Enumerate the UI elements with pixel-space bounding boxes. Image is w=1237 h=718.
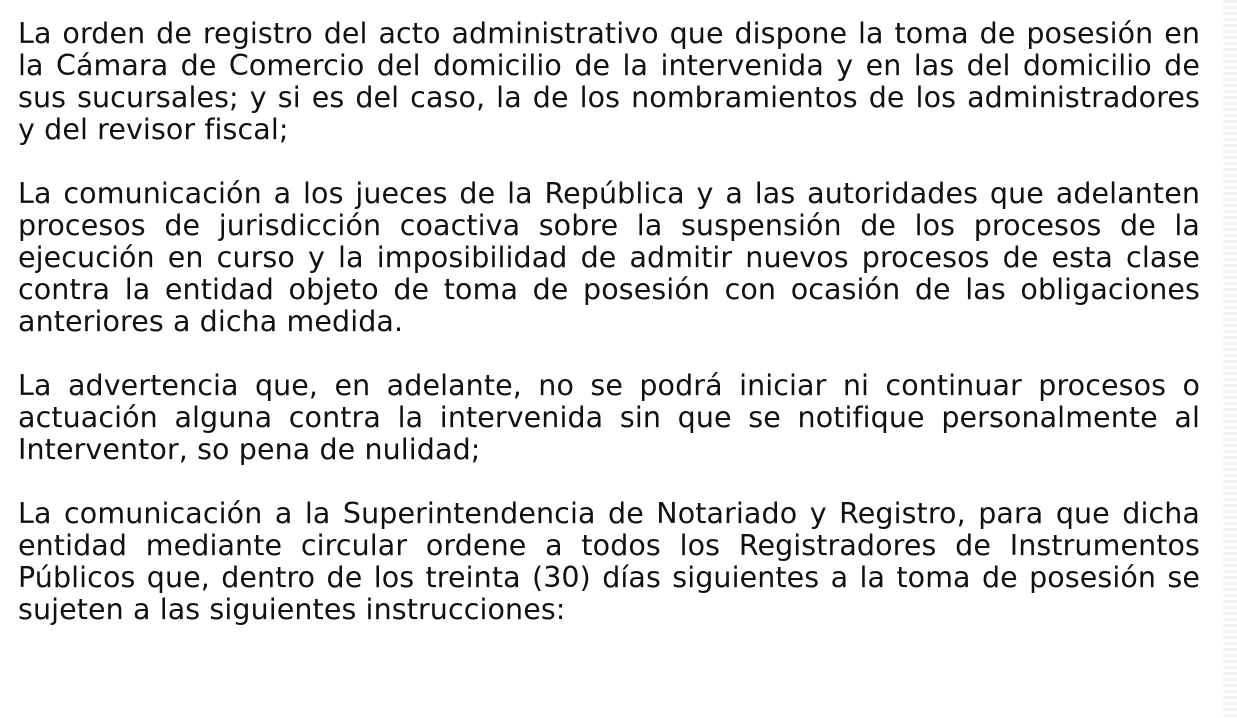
paragraph-judges-communication: La comunicación a los jueces de la República y a las autoridades que adelanten procesos de jurisdicción coactiva sobre la suspensión de los procesos de la ejecución en curso y la imposibilidad de admitir nuevos procesos de esta clase contra la entidad objeto de toma de posesión con ocasión de las obligaciones anteriores a dicha medida. — [18, 177, 1200, 338]
paragraph-warning: La advertencia que, en adelante, no se podrá iniciar ni continuar procesos o actuación alguna contra la intervenida sin que se notifique personalmente al Interventor, so pena de nulidad; — [18, 369, 1200, 466]
paragraph-superintendency-communication: La comunicación a la Superintendencia de Notariado y Registro, para que dicha entidad mediante circular ordene a todos los Registradores de Instrumentos Públicos que, dentro de los treinta (30) días siguientes a la toma de posesión se sujeten a las siguientes instrucciones: — [18, 497, 1200, 626]
scan-edge-artifact — [1223, 0, 1237, 718]
document-page — [18, 18, 1200, 626]
paragraph-registration-order: La orden de registro del acto administrativo que dispone la toma de posesión en la Cámara de Comercio del domicilio de la intervenida y en las del domicilio de sus sucursales; y si es del caso, la de los nombramientos de los administradores y del revisor fiscal; — [18, 17, 1200, 146]
